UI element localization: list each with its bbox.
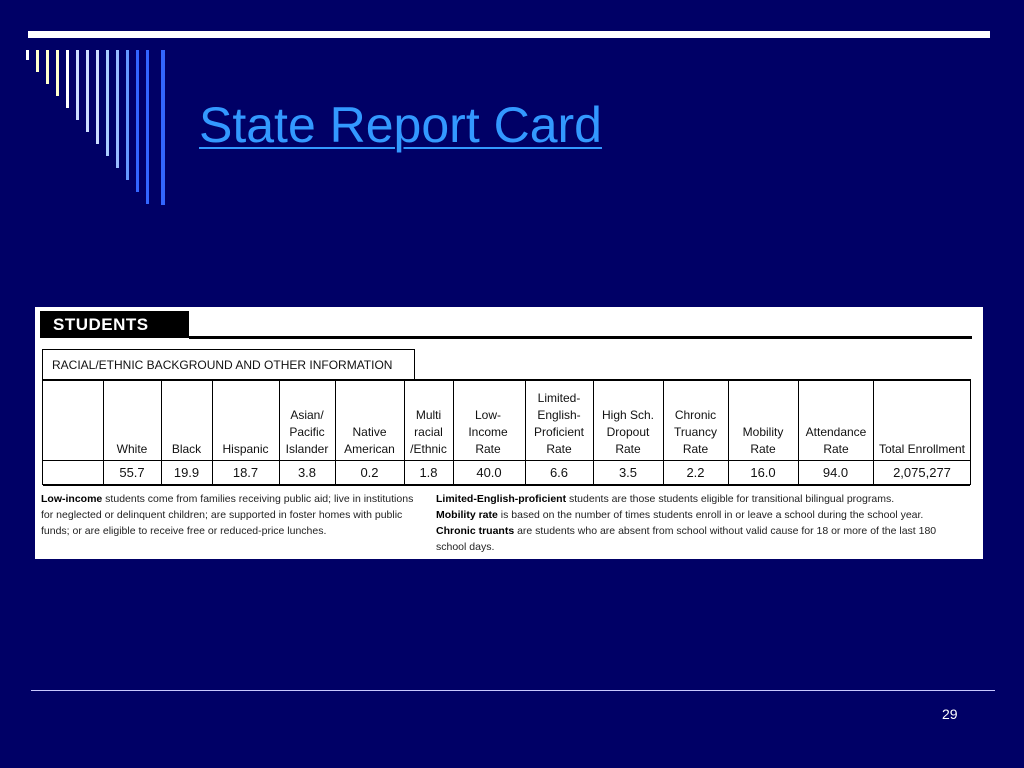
value-mobility-rate: 16.0	[750, 465, 776, 480]
decorative-bars	[26, 50, 166, 210]
value-total-enrollment: 2,075,277	[893, 465, 951, 480]
students-section-title: STUDENTS	[40, 311, 189, 338]
header-attendance-rate: Attendance Rate	[805, 425, 867, 456]
note-truant-text: are students who are absent from school without valid cause for 18 or more of the last 180 school days.	[436, 525, 937, 553]
students-table	[42, 379, 971, 485]
report-card-image	[35, 307, 983, 559]
notes-left	[41, 491, 419, 539]
value-multiracial: 1.8	[419, 465, 438, 480]
note-mobility-term: Mobility rate	[436, 509, 498, 521]
note-mobility-text: is based on the number of times students enroll in or leave a school during the school year.	[497, 509, 924, 521]
slide-title: State Report Card	[199, 97, 602, 153]
section-rule	[189, 336, 972, 339]
note-lep-text: students are those students eligible for transitional bilingual programs.	[566, 493, 895, 505]
value-truancy-rate: 2.2	[686, 465, 705, 480]
value-low-income-rate: 40.0	[476, 465, 502, 480]
subsection-title: RACIAL/ETHNIC BACKGROUND AND OTHER INFORMATION	[42, 349, 415, 379]
header-total-enrollment: Total Enrollment	[878, 442, 966, 456]
bottom-rule	[31, 690, 995, 691]
header-lep-rate: Limited- English- Proficient Rate	[533, 391, 585, 456]
header-hispanic: Hispanic	[222, 442, 269, 456]
note-low-income-term: Low-income	[41, 493, 103, 505]
header-dropout-rate: High Sch. Dropout Rate	[601, 408, 655, 456]
header-black: Black	[171, 442, 202, 456]
value-attendance-rate: 94.0	[822, 465, 849, 480]
header-truancy-rate: Chronic Truancy Rate	[674, 408, 717, 456]
header-mobility-rate: Mobility Rate	[742, 425, 784, 456]
value-asian-pacific-islander: 3.8	[297, 465, 317, 480]
note-low-income-text: students come from families receiving public aid; live in institutions for neglected or delinquent children; are supported in foster homes with public funds; or are eligible to receive free or reduced-price lunches.	[41, 493, 414, 537]
header-native-american: Native American	[344, 425, 395, 456]
value-black: 19.9	[173, 465, 200, 480]
value-lep-rate: 6.6	[549, 465, 569, 480]
header-low-income-rate: Low- Income Rate	[468, 408, 508, 456]
header-white: White	[116, 442, 148, 456]
note-truant-term: Chronic truants	[436, 525, 515, 537]
top-rule	[28, 31, 990, 38]
header-multiracial: Multi racial /Ethnic	[410, 408, 447, 456]
value-hispanic: 18.7	[232, 465, 259, 480]
value-dropout-rate: 3.5	[618, 465, 638, 480]
page-number: 29	[942, 706, 958, 722]
value-white: 55.7	[119, 465, 145, 480]
header-asian-pacific-islander: Asian/ Pacific Islander	[285, 408, 329, 456]
value-native-american: 0.2	[360, 465, 379, 480]
notes-right	[436, 491, 966, 555]
note-lep-term: Limited-English-proficient	[436, 493, 567, 505]
